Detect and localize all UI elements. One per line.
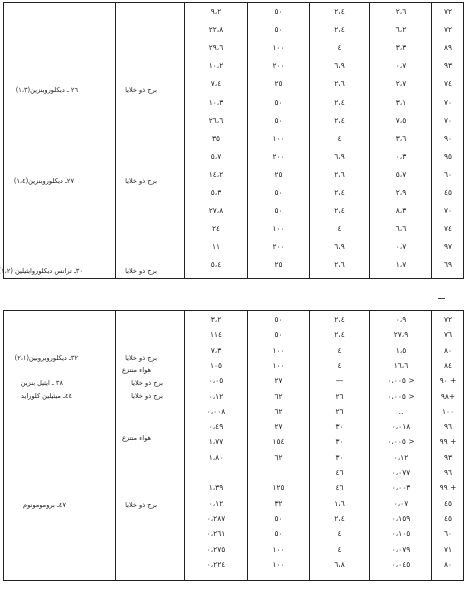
table-cell: ٧٢: [443, 25, 453, 35]
table-cell: ٥٠: [274, 315, 283, 324]
table-cell: ٥٠: [274, 330, 283, 340]
table-cell: ٢،٤: [334, 25, 345, 35]
table-cell: ٧١: [443, 544, 453, 554]
table-cell: ٥٠: [274, 97, 283, 107]
table-cell: ٠،٢٦١: [206, 529, 226, 539]
table-cell: ٢٢،٨: [208, 25, 224, 35]
table-cell: ٩،٢: [210, 7, 222, 16]
table-cell: ٤٦: [335, 483, 344, 493]
table-cell: ٦،٩: [334, 151, 345, 161]
table-cell: ٢٧: [274, 376, 283, 386]
table-cell: ٦٢: [274, 452, 283, 462]
table-cell: ٤٦: [335, 468, 344, 477]
table-cell: ٥،٣: [210, 188, 222, 197]
table-cell: ١١: [211, 242, 221, 252]
table-cell: ١٥٤: [272, 437, 285, 447]
table-cell: ٣٠: [335, 452, 344, 462]
table-cell: ١٠،٢: [208, 61, 224, 71]
table-cell: ٢،٤: [334, 330, 345, 340]
chemical-name: ٤٧ـ برومومونوم: [23, 501, 66, 509]
table-cell: ٥٠: [274, 115, 283, 125]
table-cell: ٥٠: [274, 513, 283, 523]
table-cell: ٠،١٢: [208, 391, 224, 401]
table-cell: ١،٧٧: [208, 437, 224, 447]
treatment-method: برج ذو خلايا: [125, 86, 157, 94]
table-cell: ١٠٠: [272, 224, 285, 234]
table-cell: ٣،٢: [210, 315, 222, 324]
table-cell: ٧٤: [443, 79, 453, 89]
table-cell: ١٢٥: [272, 483, 285, 493]
table-cell: ٠،٢٢٤: [206, 559, 226, 569]
table-cell: ٣٢: [274, 498, 283, 508]
table-cell: ٨٠: [443, 559, 453, 569]
table-cell: ٧٠: [443, 97, 453, 107]
table-cell: ٠،٩: [395, 315, 407, 324]
table-cell: ٩٥: [443, 151, 453, 161]
table-cell: ٦٢: [274, 406, 283, 416]
table-cell: ٤: [337, 224, 342, 234]
table-cell: ٦،٨: [334, 559, 345, 569]
column-divider: [369, 3, 370, 278]
table-cell: ١،٧: [395, 260, 407, 270]
table-cell: ٢،٤: [334, 97, 345, 107]
table-cell: ٦٢: [274, 391, 283, 401]
table-cell: ٢٧،٩: [393, 330, 409, 340]
divider-mark: [438, 298, 445, 299]
table-cell: ٠،٢٨٧: [206, 513, 226, 523]
table-cell: < ٠،٠٠٥: [387, 376, 415, 386]
table-cell: ٠،١٢: [393, 452, 409, 462]
table-cell: ٧،٣: [210, 345, 222, 355]
table-cell: ٨٠: [443, 345, 453, 355]
column-divider: [431, 3, 432, 278]
table-cell: ١٠٠: [272, 133, 285, 143]
table-cell: ٠،١٠٥: [391, 529, 411, 539]
chemical-name: ٣٨ ـ ايثيل بنزين: [20, 379, 63, 387]
table-cell: ٧٠: [443, 115, 453, 125]
table-cell: ٧٦: [443, 330, 453, 340]
table-cell: ٦٩: [443, 260, 453, 270]
table-cell: < ٠،٠٠٥: [387, 437, 415, 447]
table-cell: ٠،١٢: [208, 498, 224, 508]
table-cell: ٢،٩: [395, 188, 407, 197]
table-cell: ٢٩،٦: [208, 43, 224, 53]
table-cell: ٥٠: [274, 206, 283, 216]
table-cell: ١٠٠: [272, 544, 285, 554]
table-cell: ٤٥: [443, 188, 453, 197]
table-cell: ١٠٥: [209, 360, 223, 370]
table-cell: ٢،٤: [334, 188, 345, 197]
table-cell: ٢٥: [274, 260, 283, 270]
table-cell: ٩٦: [443, 468, 453, 477]
chemical-name: ٣٢ـ ديكلوروبروبين(٢،١): [14, 354, 78, 362]
table-cell: ٢٠٠: [272, 242, 285, 252]
column-divider: [431, 311, 432, 580]
table-cell: ٦٠: [443, 529, 453, 539]
table-cell: ١٠،٣: [208, 97, 224, 107]
table-cell: ٢٦،٦: [208, 115, 224, 125]
chemical-name: ٤٤ـ ميثيلين كلورايد: [21, 392, 72, 400]
table-cell: ١،٨٠: [208, 452, 224, 462]
table-cell: ٢،٤: [334, 7, 345, 16]
table-cell: ٠،٤٩: [208, 422, 224, 432]
table-cell: ٠،٠٠٣: [391, 483, 411, 493]
table-cell: ٩٧: [443, 242, 453, 252]
treatment-method: هواء منتزع: [122, 366, 151, 374]
table-cell: ٤٥: [443, 498, 453, 508]
table-cell: ١٠٠: [272, 559, 285, 569]
table-cell: ٠،٢٧٥: [206, 544, 226, 554]
treatment-method: برج ذو خلايا: [131, 392, 163, 400]
treatment-method: هواء منتزع: [122, 434, 151, 442]
table-cell: ٠،٠٥: [208, 376, 224, 386]
column-divider: [115, 311, 116, 580]
table-cell: ٣٠: [335, 437, 344, 447]
table-cell: ٢٥: [274, 79, 283, 89]
table-cell: ٩٠: [443, 133, 453, 143]
table-cell: ٣،١: [395, 97, 407, 107]
table-cell: ١،٥: [395, 345, 407, 355]
table-cell: ٠،٠٧: [393, 498, 409, 508]
table-cell: ٢،٦: [334, 169, 345, 179]
table-cell: ٨٤: [443, 360, 453, 370]
table-cell: ٠،٧: [395, 61, 407, 71]
table-cell: ٦٠: [443, 169, 453, 179]
table-cell: ٢،٤: [334, 315, 345, 324]
table-cell: ٨،٣: [395, 206, 407, 216]
table-cell: ١،٦: [334, 498, 345, 508]
table-cell: ٠،١٥٩: [391, 513, 411, 523]
table-cell: ١١٤: [209, 330, 223, 340]
table-cell: ٦،٢: [395, 25, 407, 35]
table-cell: ٤٥: [443, 513, 453, 523]
table-cell: ٤: [337, 43, 342, 53]
table-cell: +٩٨: [440, 391, 456, 401]
table-cell: ٢،٧: [395, 79, 407, 89]
table-cell: ٥٠: [274, 188, 283, 197]
table-cell: ٢٤: [211, 224, 221, 234]
table-cell: ٢،٦: [334, 260, 345, 270]
table-cell: ٢،٦: [334, 79, 345, 89]
table-cell: ٩٦: [443, 422, 453, 432]
table-cell: ٤: [337, 529, 342, 539]
table-cell: ٢٧: [274, 422, 283, 432]
table-cell: ١٠٠: [272, 360, 285, 370]
table-cell: + ٩٩: [439, 437, 457, 447]
treatment-method: برج ذو خلايا: [125, 354, 157, 362]
table-cell: —: [335, 376, 344, 386]
treatment-method: برج ذو خلايا: [125, 177, 157, 185]
table-cell: ٤: [337, 133, 342, 143]
table-cell: ٧،٥: [395, 115, 407, 125]
table-cell: ٥،٤: [210, 260, 222, 270]
table-cell: ٢٠٠: [272, 61, 285, 71]
table-cell: ٣،٣: [395, 43, 407, 53]
table-cell: ٧٢: [443, 7, 453, 16]
table-cell: ٦،٩: [334, 61, 345, 71]
table-cell: ٢٠٠: [272, 151, 285, 161]
table-cell: ٠،٠٧٩: [391, 544, 411, 554]
table-cell: ٠،٠١٨: [391, 422, 411, 432]
table-cell: ٤: [337, 360, 342, 370]
table-cell: ١٠٠: [272, 345, 285, 355]
table-cell: ٨٩: [443, 43, 453, 53]
table-cell: ٠،٠٧٧: [391, 468, 411, 477]
chemical-name: ٣٠ـ ترانس ديكلوروايثيلين (١،٢: [1, 267, 83, 275]
chemical-name: ٢٧ـ ديكلوروبنزين(١،٤): [13, 177, 74, 185]
table-cell: ٤: [337, 345, 342, 355]
table-cell: + ٩٠: [439, 376, 457, 386]
table-cell: ٣،٦: [395, 133, 407, 143]
table-cell: ١٠٠: [272, 43, 285, 53]
treatment-method: برج ذو خلايا: [131, 379, 163, 387]
table-cell: ٤: [337, 544, 342, 554]
table-cell: ٠،٣: [395, 151, 407, 161]
treatment-method: برج ذو خلايا: [125, 501, 157, 509]
table-cell: ٣٠: [335, 422, 344, 432]
data-table-2: [3, 310, 464, 581]
table-cell: ٢،٤: [334, 513, 345, 523]
table-cell: ١٠٠: [441, 406, 455, 416]
chemical-name: ٢٦ ـ ديكلوروبنزين(١،٣): [15, 86, 78, 94]
table-cell: < ٠،٠٠٥: [387, 391, 415, 401]
table-cell: ٦،٩: [334, 242, 345, 252]
table-cell: ٦،٦: [395, 224, 407, 234]
table-cell: ١،٣٩: [208, 483, 224, 493]
table-cell: ٧٠: [443, 206, 453, 216]
table-cell: ٧٤: [443, 224, 453, 234]
table-cell: ٥،٧: [395, 169, 407, 179]
data-table-1: [3, 2, 464, 279]
table-cell: ٣٥: [211, 133, 221, 143]
table-cell: ٢،٤: [334, 206, 345, 216]
table-cell: ٧٢: [443, 315, 453, 324]
table-cell: ٥٠: [274, 25, 283, 35]
table-cell: ..: [398, 406, 404, 416]
table-cell: ٢٦: [335, 406, 344, 416]
table-cell: ٥٠: [274, 7, 283, 16]
table-cell: ٢٧،٨: [208, 206, 224, 216]
table-cell: ٢٦: [335, 391, 344, 401]
table-cell: ٢،٦: [395, 7, 407, 16]
table-cell: ٢،٤: [334, 115, 345, 125]
table-cell: ٥٠: [274, 529, 283, 539]
column-divider: [115, 3, 116, 278]
table-cell: ٠،٠٠٨: [206, 406, 226, 416]
table-cell: + ٩٩: [439, 483, 457, 493]
table-cell: ١٤،٢: [208, 169, 224, 179]
column-divider: [369, 311, 370, 580]
table-cell: ١٦،٦: [393, 360, 409, 370]
table-cell: ٢٥: [274, 169, 283, 179]
table-cell: ٥،٧: [210, 151, 222, 161]
table-cell: ٠،٧: [395, 242, 407, 252]
table-cell: ٩٣: [443, 61, 453, 71]
table-cell: ٩٣: [443, 452, 453, 462]
table-cell: ٧،٤: [210, 79, 222, 89]
treatment-method: برج ذو خلايا: [125, 267, 157, 275]
table-cell: ٠،٠٤٥: [391, 559, 411, 569]
